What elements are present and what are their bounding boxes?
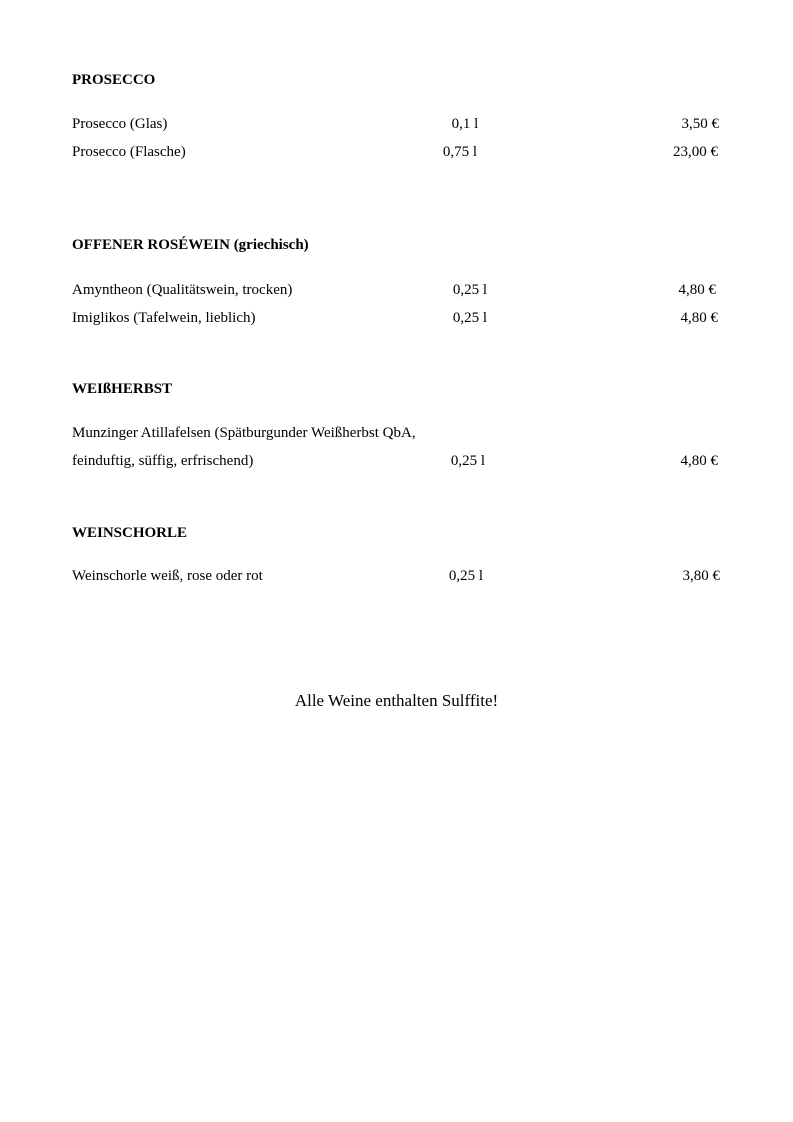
item-volume: 0,25 l	[450, 453, 486, 469]
section-title-weissherbst: WEIßHERBST	[72, 381, 173, 397]
section-title-weinschorle: WEINSCHORLE	[72, 525, 188, 541]
section-title-rosewein: OFFENER ROSÉWEIN (griechisch)	[72, 237, 309, 253]
item-name: Imiglikos (Tafelwein, lieblich)	[72, 310, 256, 326]
item-volume: 0,25 l	[452, 282, 488, 298]
item-price: 23,00 €	[673, 144, 718, 160]
item-price: 4,80 €	[678, 282, 716, 298]
item-name: Amyntheon (Qualitätswein, trocken)	[72, 282, 293, 298]
item-volume: 0,25 l	[448, 568, 484, 584]
item-name-line-2: feinduftig, süffig, erfrischend)	[72, 453, 254, 469]
item-price: 4,80 €	[680, 310, 718, 326]
item-name-line-1: Munzinger Atillafelsen (Spätburgunder Weißherbst QbA,	[72, 425, 416, 441]
section-title-prosecco: PROSECCO	[72, 72, 156, 88]
item-volume: 0,25 l	[452, 310, 488, 326]
item-price: 3,50 €	[681, 116, 719, 132]
item-name: Prosecco (Glas)	[72, 116, 168, 132]
item-name: Prosecco (Flasche)	[72, 144, 186, 160]
item-price: 4,80 €	[680, 453, 718, 469]
item-volume: 0,75 l	[442, 144, 478, 160]
sulfite-notice: Alle Weine enthalten Sulffite!	[294, 691, 499, 710]
item-name: Weinschorle weiß, rose oder rot	[72, 568, 263, 584]
item-price: 3,80 €	[682, 568, 720, 584]
item-volume: 0,1 l	[451, 116, 479, 132]
